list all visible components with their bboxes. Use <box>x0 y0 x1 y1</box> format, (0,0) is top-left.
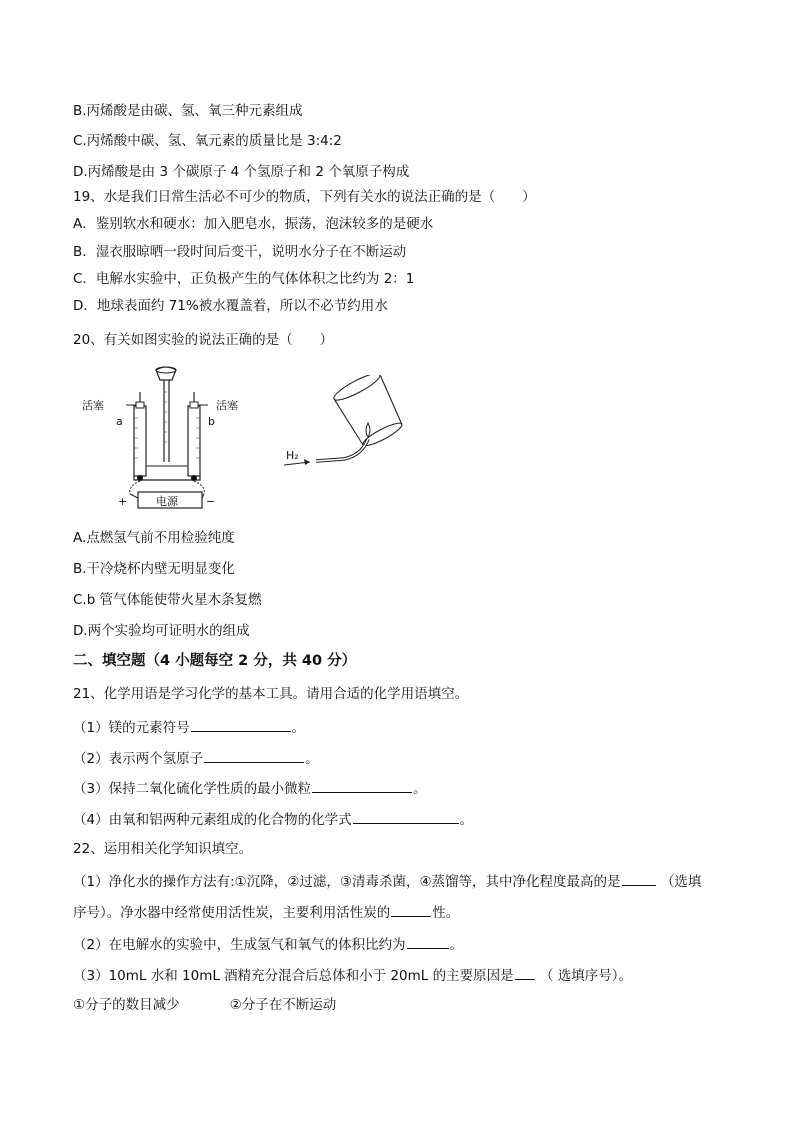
period: 。 <box>291 720 306 736</box>
electrolysis-apparatus-drawing <box>80 362 260 512</box>
q22-part-1-text: （1）净化水的操作方法有:①沉降，②过滤，③清毒杀菌，④蒸馏等，其中净化程度最高的是 <box>73 874 621 890</box>
q22-part-3 <box>73 965 632 985</box>
q20-option-a: A.点燃氢气前不用检验纯度 <box>73 530 235 546</box>
answer-blank[interactable] <box>191 717 291 732</box>
q21-part-3-text: （3）保持二氧化硫化学性质的最小微粒 <box>73 781 312 797</box>
period: 。 <box>305 751 319 767</box>
stopcock-left-label: 活塞 <box>82 399 104 412</box>
q21-part-3 <box>73 778 427 798</box>
q19-option-a: A．鉴别软水和硬水：加入肥皂水，振荡，泡沫较多的是硬水 <box>73 216 434 232</box>
q22-part-1-line-2 <box>73 902 459 922</box>
q20-option-b: B.干冷烧杯内壁无明显变化 <box>73 561 236 577</box>
q22-part-1-end: 性。 <box>432 905 460 921</box>
electrolysis-apparatus-figure <box>80 362 260 512</box>
answer-blank[interactable] <box>353 809 459 824</box>
q19-option-b: B．湿衣服晾晒一段时间后变干，说明水分子在不断运动 <box>73 244 407 260</box>
q22-part-1-line-1 <box>73 871 701 891</box>
q22-options <box>73 996 336 1014</box>
answer-blank[interactable] <box>204 748 304 763</box>
q21-part-1-text: （1）镁的元素符号 <box>73 720 190 736</box>
q19-option-d: D．地球表面约 71%被水覆盖着，所以不必节约用水 <box>73 298 388 314</box>
hydrogen-combustion-drawing <box>282 375 412 485</box>
q22-option-2: ②分子在不断运动 <box>229 997 337 1013</box>
q21-stem: 21、化学用语是学习化学的基本工具。请用合适的化学用语填空。 <box>73 686 469 702</box>
plus-label: + <box>118 495 128 508</box>
q18-option-b: B.丙烯酸是由碳、氢、氧三种元素组成 <box>73 103 303 119</box>
tube-a-label: a <box>116 415 123 428</box>
period: 。 <box>449 937 464 953</box>
answer-blank[interactable] <box>622 871 656 886</box>
q22-part-3-text: （3）10mL 水和 10mL 酒精充分混合后总体和小于 20mL 的主要原因是 <box>73 968 514 984</box>
hydrogen-combustion-figure <box>282 375 412 485</box>
q20-stem: 20、有关如图实验的说法正确的是（ ） <box>73 332 334 348</box>
q20-option-c: C.b 管气体能使带火星木条复燃 <box>73 592 262 608</box>
answer-blank[interactable] <box>515 965 535 980</box>
q22-part-1-select-note: （选填 <box>660 874 702 890</box>
answer-blank[interactable] <box>407 934 449 949</box>
q22-part-2-text: （2）在电解水的实验中，生成氢气和氧气的体积比约为 <box>73 937 406 953</box>
q19-option-c: C．电解水实验中，正负极产生的气体体积之比约为 2：1 <box>73 271 415 287</box>
power-supply-label: 电源 <box>156 495 178 508</box>
q21-part-4 <box>73 809 473 829</box>
q22-part-1-text-2: 序号）。净水器中经常使用活性炭，主要利用活性炭的 <box>73 905 391 921</box>
q22-part-3-select-note: （ 选填序号）。 <box>539 968 632 984</box>
section-heading: 二、填空题（4 小题每空 2 分，共 40 分） <box>73 653 357 669</box>
stopcock-right-label: 活塞 <box>216 399 238 412</box>
h2-label: H₂ <box>286 449 299 462</box>
q21-part-2-text: （2）表示两个氢原子 <box>73 751 204 767</box>
period: 。 <box>459 812 474 828</box>
q21-part-1 <box>73 717 305 737</box>
minus-label: − <box>206 495 216 508</box>
q21-part-2 <box>73 748 319 768</box>
q19-stem: 19、水是我们日常生活必不可少的物质，下列有关水的说法正确的是（ ） <box>73 189 536 205</box>
q21-part-4-text: （4）由氧和铝两种元素组成的化合物的化学式 <box>73 812 352 828</box>
period: 。 <box>413 781 427 797</box>
q22-part-2 <box>73 934 463 954</box>
q18-option-c: C.丙烯酸中碳、氢、氧元素的质量比是 3:4:2 <box>73 133 342 149</box>
answer-blank[interactable] <box>312 778 412 793</box>
q18-option-d: D.丙烯酸是由 3 个碳原子 4 个氢原子和 2 个氧原子构成 <box>73 164 410 180</box>
answer-blank[interactable] <box>391 902 431 917</box>
tube-b-label: b <box>208 415 215 428</box>
q22-stem: 22、运用相关化学知识填空。 <box>73 841 253 857</box>
q20-option-d: D.两个实验均可证明水的组成 <box>73 623 250 639</box>
q22-option-1: ①分子的数目减少 <box>73 997 180 1013</box>
